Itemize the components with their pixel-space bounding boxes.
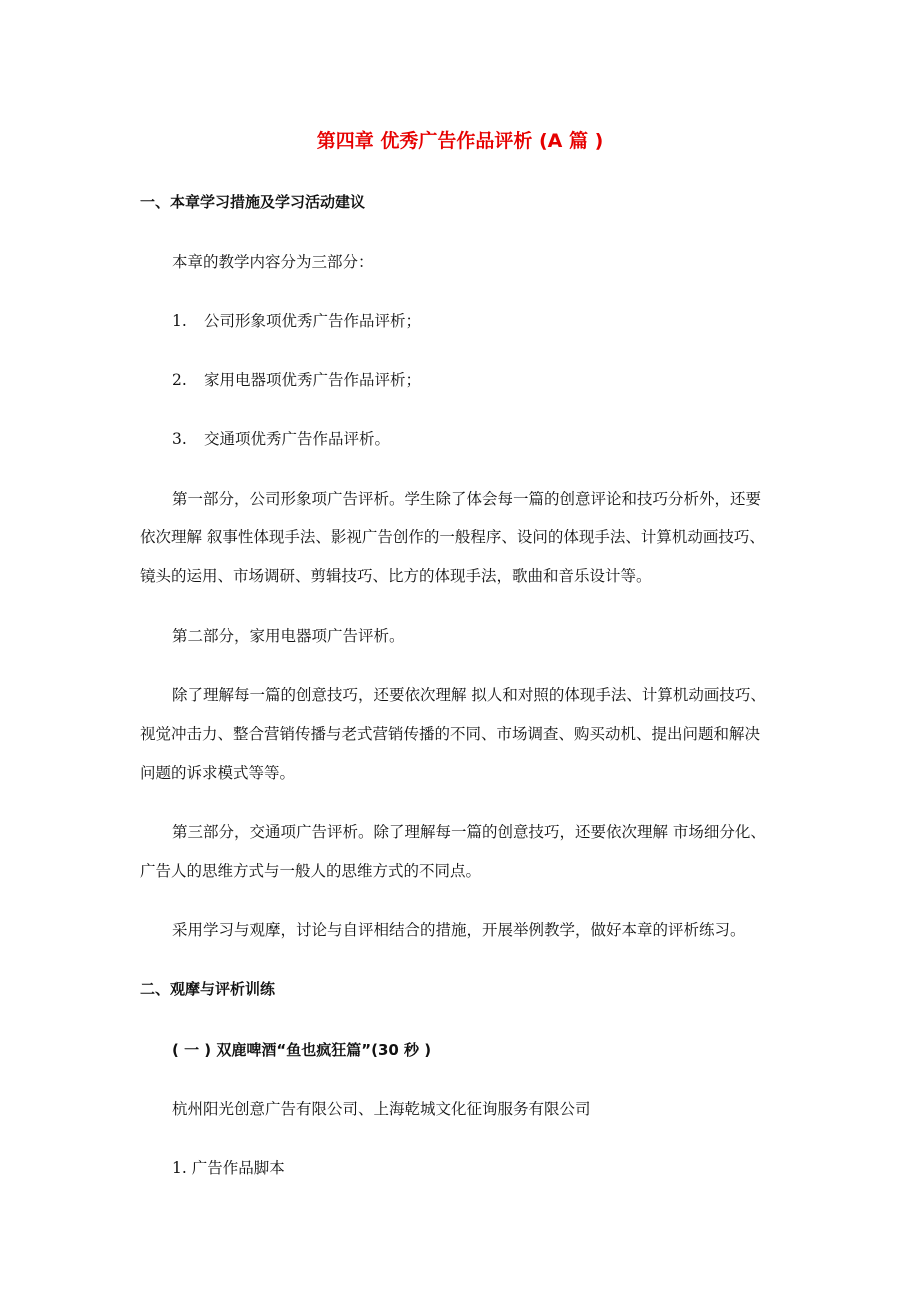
paragraph-line: 广告人的思维方式与一般人的思维方式的不同点。 (140, 862, 482, 880)
paragraph-line: 问题的诉求模式等等。 (140, 764, 296, 782)
subsection-heading: ( 一 ) 双鹿啤酒“鱼也疯狂篇”(30 秒 ) (172, 1041, 432, 1059)
list-item (172, 311, 421, 331)
numbered-item: 1. 广告作品脚本 (172, 1159, 285, 1177)
paragraph-line: 视觉冲击力、整合营销传播与老式营销传播的不同、市场调查、购买动机、提出问题和解决 (140, 725, 761, 743)
list-item-number: 3. (172, 430, 187, 448)
section-2-heading: 二、观摩与评析训练 (140, 980, 276, 998)
intro-paragraph: 本章的教学内容分为三部分： (172, 253, 374, 271)
list-item-text: 家用电器项优秀广告作品评析； (204, 371, 422, 389)
list-item-text: 公司形象项优秀广告作品评析； (204, 312, 422, 330)
paragraph-line: 除了理解每一篇的创意技巧，还要依次理解 拟人和对照的体现手法、计算机动画技巧、 (172, 686, 766, 704)
list-item-number: 1. (172, 312, 187, 330)
list-item (172, 429, 390, 449)
paragraph-line: 依次理解 叙事性体现手法、影视广告创作的一般程序、设问的体现手法、计算机动画技巧、 (140, 528, 765, 546)
paragraph-line: 第三部分，交通项广告评析。除了理解每一篇的创意技巧，还要依次理解 市场细分化、 (172, 823, 766, 841)
list-item-text: 交通项优秀广告作品评析。 (204, 430, 391, 448)
section-1-heading: 一、本章学习措施及学习活动建议 (140, 193, 366, 211)
paragraph-line: 采用学习与观摩，讨论与自评相结合的措施，开展举例教学，做好本章的评析练习。 (172, 921, 746, 939)
paragraph-line: 第二部分，家用电器项广告评析。 (172, 627, 405, 645)
list-item (172, 370, 421, 390)
list-item-number: 2. (172, 371, 187, 389)
paragraph-line: 镜头的运用、市场调研、剪辑技巧、比方的体现手法，歌曲和音乐设计等。 (140, 567, 652, 585)
company-line: 杭州阳光创意广告有限公司、上海乾城文化征询服务有限公司 (172, 1100, 591, 1118)
chapter-title: 第四章 优秀广告作品评析 (A 篇 ) (316, 130, 604, 152)
paragraph-line: 第一部分，公司形象项广告评析。学生除了体会每一篇的创意评论和技巧分析外，还要 (172, 490, 762, 508)
